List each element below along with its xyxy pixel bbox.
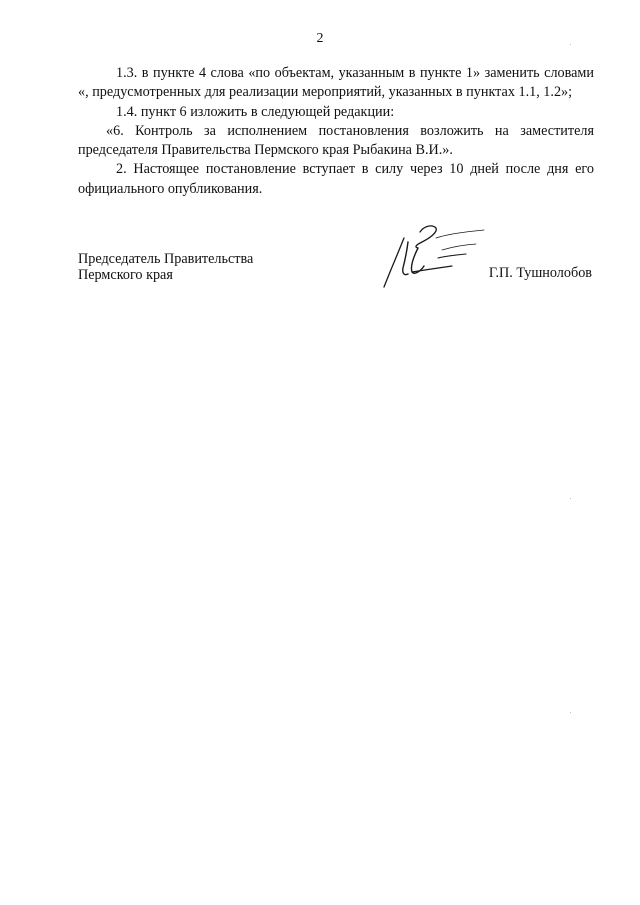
paragraph-2: 2. Настоящее постановление вступает в силу через 10 дней после дня его официального опубликования. — [78, 161, 594, 197]
signer-position-line-2: Пермского края — [78, 267, 173, 283]
document-body — [78, 64, 594, 199]
paragraph-1-3: 1.3. в пункте 4 слова «по объектам, указанным в пункте 1» заменить словами «, предусмотренных для реализации мероприятий, указанных в пунктах 1.1, 1.2»; — [78, 65, 594, 101]
scan-speck — [570, 712, 571, 713]
paragraph-1-4: 1.4. пункт 6 изложить в следующей редакции: — [116, 103, 395, 120]
paragraph-quoted-point-6: «6. Контроль за исполнением постановления возложить на заместителя председателя Правительства Пермского края Рыбакина В.И.». — [78, 122, 594, 159]
signer-position — [78, 251, 253, 283]
scan-speck — [570, 498, 571, 499]
signer-position-line-1: Председатель Правительства — [78, 251, 254, 267]
scan-speck — [570, 44, 571, 45]
handwritten-signature-icon — [380, 216, 490, 290]
signature-block — [78, 251, 594, 291]
page-number: 2 — [316, 31, 324, 46]
signer-name: Г.П. Тушнолобов — [488, 265, 592, 281]
